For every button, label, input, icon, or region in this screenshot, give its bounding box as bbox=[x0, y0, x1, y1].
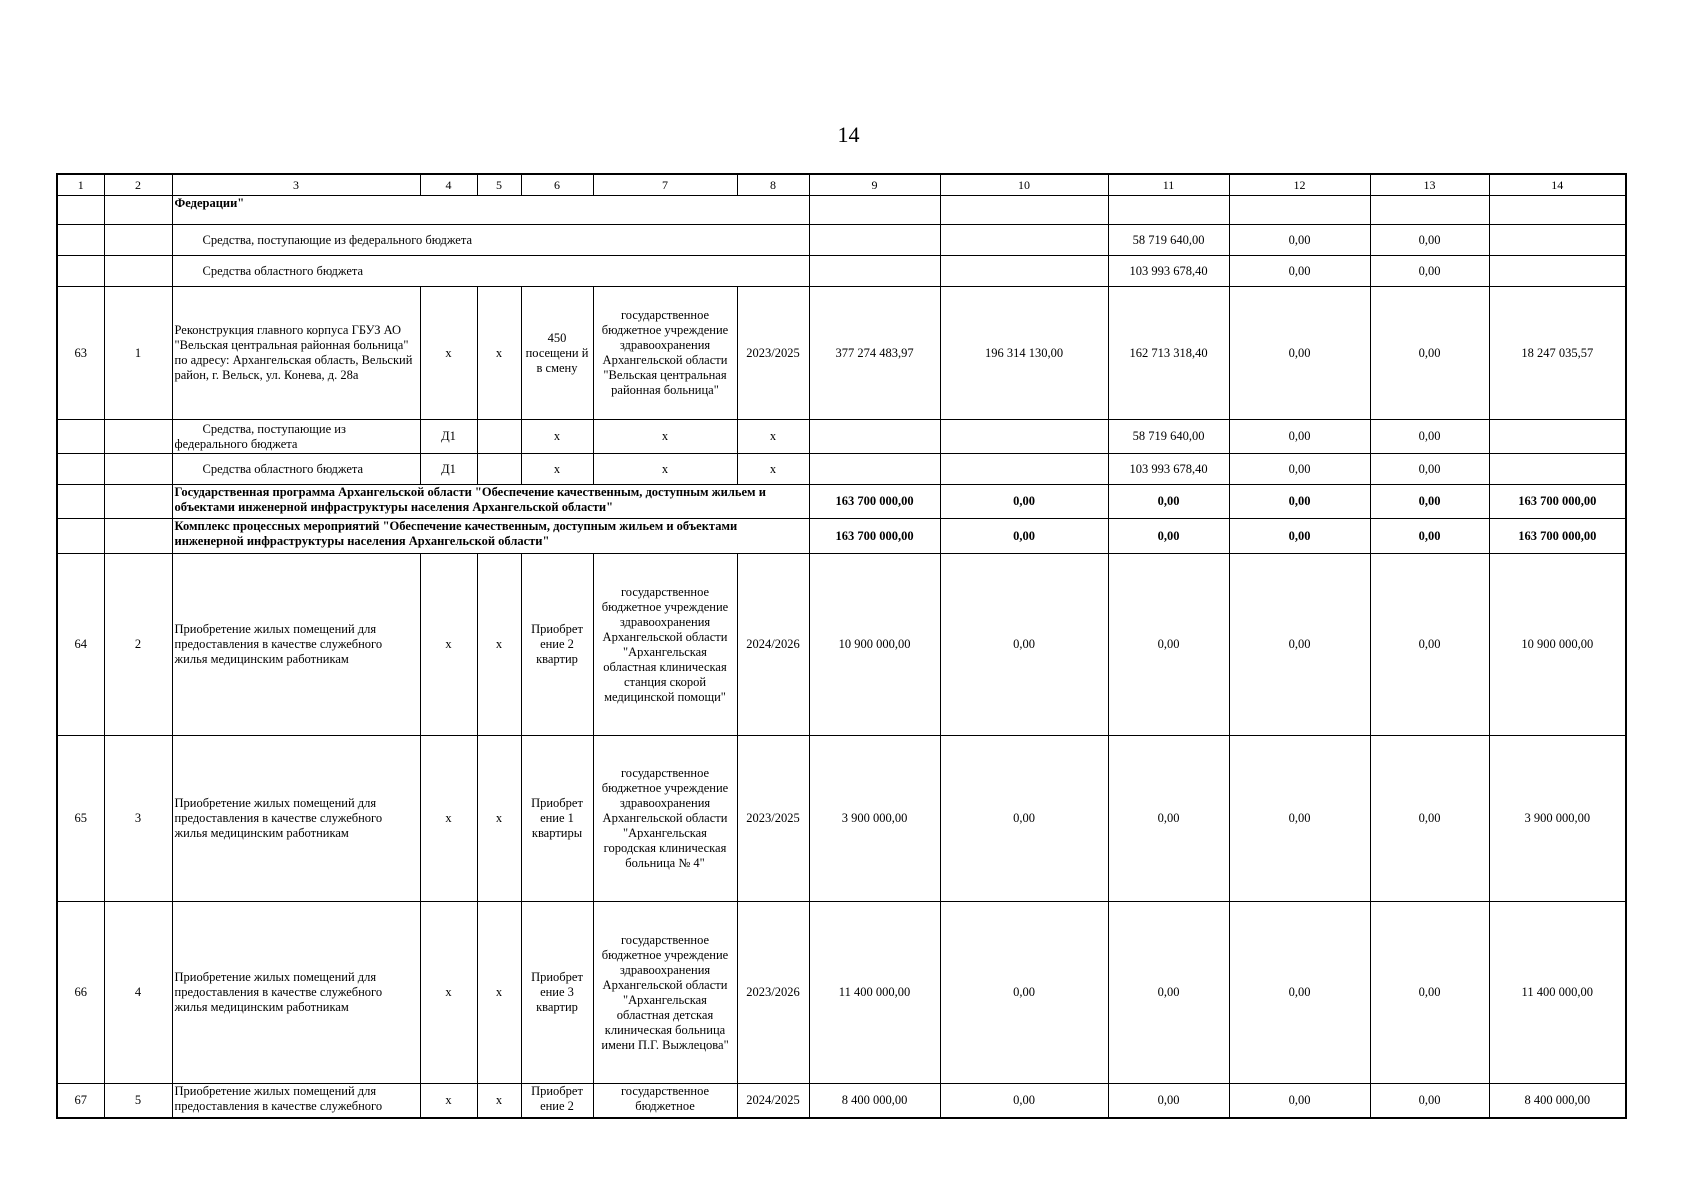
table-row-federation bbox=[57, 196, 1626, 225]
cell-value: х bbox=[521, 420, 593, 454]
cell-value: х bbox=[420, 736, 477, 902]
cell-value: 0,00 bbox=[1108, 485, 1229, 519]
institution: государственное бюджетное bbox=[593, 1084, 737, 1118]
cell-value: 0,00 bbox=[1229, 1084, 1370, 1118]
cell-value: 0,00 bbox=[1108, 554, 1229, 736]
cell-value: 0,00 bbox=[1229, 256, 1370, 287]
header-cell: 7 bbox=[593, 174, 737, 196]
cell-value: 58 719 640,00 bbox=[1108, 225, 1229, 256]
cell-value: 0,00 bbox=[1370, 485, 1489, 519]
header-cell: 9 bbox=[809, 174, 940, 196]
capacity: Приобрет ение 3 квартир bbox=[521, 902, 593, 1084]
institution: государственное бюджетное учреждение здравоохранения Архангельской области "Архангельская областная детская клиническая больница имени П.Г. Выжлецова" bbox=[593, 902, 737, 1084]
program-title: Государственная программа Архангельской области "Обеспечение качественным, доступным жильем и объектами инженерной инфраструктуры населения Архангельской области" bbox=[172, 485, 809, 519]
cell-value: 0,00 bbox=[1229, 225, 1370, 256]
cell-value: 163 700 000,00 bbox=[809, 485, 940, 519]
cell-value: 0,00 bbox=[1370, 225, 1489, 256]
cell-value: 0,00 bbox=[1229, 902, 1370, 1084]
cell-value: 0,00 bbox=[1370, 420, 1489, 454]
cell-value: 3 900 000,00 bbox=[809, 736, 940, 902]
object-name: Приобретение жилых помещений для предоставления в качестве служебного bbox=[172, 1084, 420, 1118]
funds-label: Средства, поступающие из федерального бюджета bbox=[172, 420, 420, 454]
cell-value: 0,00 bbox=[940, 736, 1108, 902]
complex-title: Комплекс процессных мероприятий "Обеспечение качественным, доступным жильем и объектами инженерной инфраструктуры населения Архангельской области" bbox=[172, 519, 809, 554]
cell-value: х bbox=[477, 554, 521, 736]
period: 2023/2025 bbox=[737, 736, 809, 902]
cell-value: 0,00 bbox=[1108, 736, 1229, 902]
cell-value: 0,00 bbox=[1370, 519, 1489, 554]
cell-value: 0,00 bbox=[1370, 454, 1489, 485]
cell-value: 8 400 000,00 bbox=[809, 1084, 940, 1118]
row-title: Федерации" bbox=[172, 196, 809, 225]
table-row-63 bbox=[57, 287, 1626, 420]
cell-value: 10 900 000,00 bbox=[1489, 554, 1626, 736]
cell-value: х bbox=[737, 420, 809, 454]
cell-value: 0,00 bbox=[1370, 736, 1489, 902]
period: 2024/2026 bbox=[737, 554, 809, 736]
cell-value: 0,00 bbox=[1229, 519, 1370, 554]
table-row-66 bbox=[57, 902, 1626, 1084]
cell-value: 0,00 bbox=[940, 554, 1108, 736]
header-cell: 2 bbox=[104, 174, 172, 196]
object-name: Приобретение жилых помещений для предоставления в качестве служебного жилья медицинским работникам bbox=[172, 902, 420, 1084]
header-cell: 3 bbox=[172, 174, 420, 196]
header-cell: 1 bbox=[57, 174, 104, 196]
row-number: 63 bbox=[57, 287, 104, 420]
cell-value: 0,00 bbox=[1370, 554, 1489, 736]
cell-value: 0,00 bbox=[1370, 1084, 1489, 1118]
capacity: Приобрет ение 2 bbox=[521, 1084, 593, 1118]
table-row-63-regional bbox=[57, 454, 1626, 485]
cell-value: 0,00 bbox=[1370, 287, 1489, 420]
table-row-63-federal bbox=[57, 420, 1626, 454]
table-row-state-program bbox=[57, 485, 1626, 519]
header-cell: 6 bbox=[521, 174, 593, 196]
institution: государственное бюджетное учреждение здравоохранения Архангельской области "Архангельская областная клиническая станция скорой медицинской помощи" bbox=[593, 554, 737, 736]
period: 2023/2025 bbox=[737, 287, 809, 420]
period: 2023/2026 bbox=[737, 902, 809, 1084]
row-index: 4 bbox=[104, 902, 172, 1084]
cell-value: 0,00 bbox=[1229, 454, 1370, 485]
cell-value: 0,00 bbox=[1229, 420, 1370, 454]
cell-value: 11 400 000,00 bbox=[1489, 902, 1626, 1084]
cell-value: 163 700 000,00 bbox=[1489, 519, 1626, 554]
header-cell: 8 bbox=[737, 174, 809, 196]
row-number: 64 bbox=[57, 554, 104, 736]
object-name: Приобретение жилых помещений для предоставления в качестве служебного жилья медицинским работникам bbox=[172, 554, 420, 736]
row-number: 65 bbox=[57, 736, 104, 902]
institution: государственное бюджетное учреждение здравоохранения Архангельской области "Вельская центральная районная больница" bbox=[593, 287, 737, 420]
cell-value: Д1 bbox=[420, 420, 477, 454]
header-cell: 5 bbox=[477, 174, 521, 196]
funds-label: Средства областного бюджета bbox=[172, 256, 809, 287]
header-cell: 11 bbox=[1108, 174, 1229, 196]
cell-value: 0,00 bbox=[1108, 902, 1229, 1084]
cell-value: 0,00 bbox=[1229, 287, 1370, 420]
cell-value: 10 900 000,00 bbox=[809, 554, 940, 736]
row-number: 67 bbox=[57, 1084, 104, 1118]
cell-value: 163 700 000,00 bbox=[1489, 485, 1626, 519]
cell-value: 11 400 000,00 bbox=[809, 902, 940, 1084]
row-number: 66 bbox=[57, 902, 104, 1084]
budget-table bbox=[56, 173, 1627, 1119]
cell-value: 0,00 bbox=[940, 519, 1108, 554]
capacity: 450 посещени й в смену bbox=[521, 287, 593, 420]
table-row-67 bbox=[57, 1084, 1626, 1118]
cell-value: х bbox=[420, 1084, 477, 1118]
row-index: 2 bbox=[104, 554, 172, 736]
page-number: 14 bbox=[837, 122, 860, 147]
cell-value: 0,00 bbox=[1229, 485, 1370, 519]
cell-value: х bbox=[420, 287, 477, 420]
row-index: 1 bbox=[104, 287, 172, 420]
cell-value: 0,00 bbox=[1229, 736, 1370, 902]
object-name: Приобретение жилых помещений для предоставления в качестве служебного жилья медицинским работникам bbox=[172, 736, 420, 902]
cell-value: 0,00 bbox=[1229, 554, 1370, 736]
cell-value: 0,00 bbox=[940, 485, 1108, 519]
row-index: 5 bbox=[104, 1084, 172, 1118]
cell-value: 0,00 bbox=[1108, 1084, 1229, 1118]
cell-value: 196 314 130,00 bbox=[940, 287, 1108, 420]
header-cell: 13 bbox=[1370, 174, 1489, 196]
table-row-process-complex bbox=[57, 519, 1626, 554]
capacity: Приобрет ение 1 квартиры bbox=[521, 736, 593, 902]
cell-value: х bbox=[477, 1084, 521, 1118]
cell-value: х bbox=[593, 420, 737, 454]
cell-value: 8 400 000,00 bbox=[1489, 1084, 1626, 1118]
header-cell: 4 bbox=[420, 174, 477, 196]
object-name: Реконструкция главного корпуса ГБУЗ АО "Вельская центральная районная больница" по адресу: Архангельская область, Вельский район, г. Вельск, ул. Конева, д. 28а bbox=[172, 287, 420, 420]
header-cell: 12 bbox=[1229, 174, 1370, 196]
cell-value: 0,00 bbox=[1370, 256, 1489, 287]
cell-value: 0,00 bbox=[940, 902, 1108, 1084]
cell-value: х bbox=[477, 902, 521, 1084]
cell-value: 0,00 bbox=[1370, 902, 1489, 1084]
institution: государственное бюджетное учреждение здравоохранения Архангельской области "Архангельская городская клиническая больница № 4" bbox=[593, 736, 737, 902]
cell-value: 103 993 678,40 bbox=[1108, 256, 1229, 287]
period: 2024/2025 bbox=[737, 1084, 809, 1118]
cell-value: 103 993 678,40 bbox=[1108, 454, 1229, 485]
cell-value: х bbox=[593, 454, 737, 485]
cell-value: 18 247 035,57 bbox=[1489, 287, 1626, 420]
capacity: Приобрет ение 2 квартир bbox=[521, 554, 593, 736]
cell-value: х bbox=[737, 454, 809, 485]
cell-value: 377 274 483,97 bbox=[809, 287, 940, 420]
header-cell: 10 bbox=[940, 174, 1108, 196]
header-row bbox=[57, 174, 1626, 196]
row-index: 3 bbox=[104, 736, 172, 902]
cell-value: х bbox=[420, 554, 477, 736]
cell-value: 0,00 bbox=[1108, 519, 1229, 554]
cell-value: 163 700 000,00 bbox=[809, 519, 940, 554]
table-row-65 bbox=[57, 736, 1626, 902]
cell-value: 3 900 000,00 bbox=[1489, 736, 1626, 902]
cell-value: х bbox=[420, 902, 477, 1084]
table-row-regional-funds bbox=[57, 256, 1626, 287]
cell-value: 162 713 318,40 bbox=[1108, 287, 1229, 420]
funds-label: Средства, поступающие из федерального бюджета bbox=[172, 225, 809, 256]
cell-value: Д1 bbox=[420, 454, 477, 485]
cell-value: 58 719 640,00 bbox=[1108, 420, 1229, 454]
funds-label: Средства областного бюджета bbox=[172, 454, 420, 485]
cell-value: 0,00 bbox=[940, 1084, 1108, 1118]
cell-value: х bbox=[477, 736, 521, 902]
header-cell: 14 bbox=[1489, 174, 1626, 196]
table-row-64 bbox=[57, 554, 1626, 736]
table-row-federal-funds bbox=[57, 225, 1626, 256]
cell-value: х bbox=[477, 287, 521, 420]
cell-value: х bbox=[521, 454, 593, 485]
